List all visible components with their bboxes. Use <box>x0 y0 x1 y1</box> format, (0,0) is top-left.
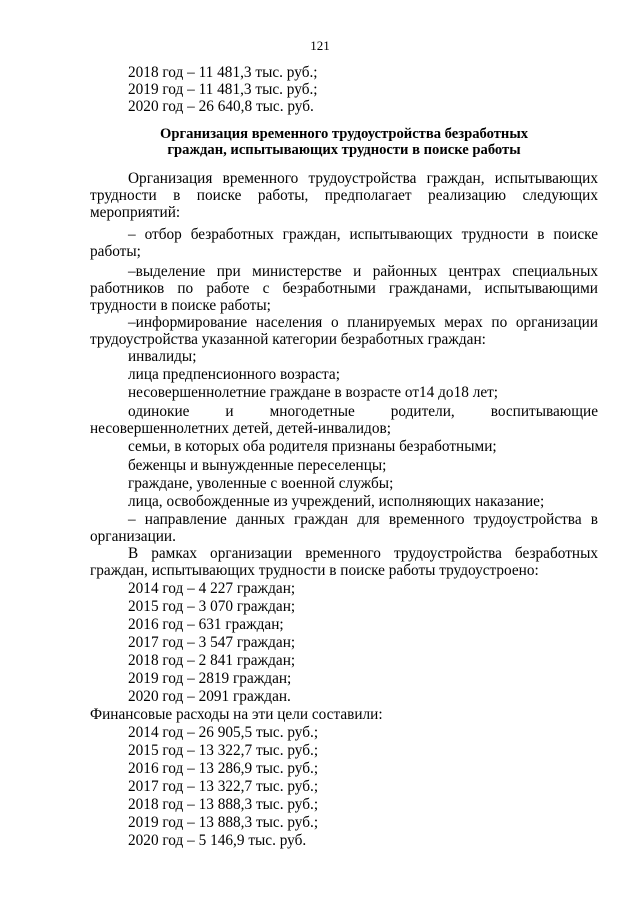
list-item: 2014 год – 4 227 граждан; <box>128 580 296 597</box>
list-item: граждане, уволенные с военной службы; <box>128 475 394 492</box>
paragraph-line: мероприятий: <box>90 204 181 221</box>
list-item: 2020 год – 2091 граждан. <box>128 688 291 705</box>
list-item: беженцы и вынужденные переселенцы; <box>128 457 387 474</box>
list-item: 2015 год – 13 322,7 тыс. руб.; <box>128 742 319 759</box>
list-item: 2016 год – 631 граждан; <box>128 616 284 633</box>
paragraph-line: граждан, испытывающих трудности в поиске работы трудоустроено: <box>90 562 539 579</box>
list-item: 2019 год – 2819 граждан; <box>128 670 292 687</box>
list-item: 2020 год – 5 146,9 тыс. руб. <box>128 832 307 849</box>
list-item: 2017 год – 3 547 граждан; <box>128 634 296 651</box>
paragraph-line: трудности в поиске работы, предполагает реализацию следующих <box>90 187 598 204</box>
list-item: лица, освобожденные из учреждений, исполняющих наказание; <box>128 493 545 510</box>
list-item: 2014 год – 26 905,5 тыс. руб.; <box>128 724 319 741</box>
paragraph-line: – отбор безработных граждан, испытывающих трудности в поиске <box>128 226 598 243</box>
list-item: несовершеннолетних детей, детей-инвалидов; <box>90 420 391 437</box>
list-item: 2018 год – 2 841 граждан; <box>128 652 296 669</box>
section-heading-line-2: граждан, испытывающих трудности в поиске работы <box>167 142 521 158</box>
text-line: 2018 год – 11 481,3 тыс. руб.; <box>128 64 318 81</box>
paragraph-line: Организация временного трудоустройства граждан, испытывающих <box>128 170 598 187</box>
list-item: одинокие и многодетные родители, воспитывающие <box>128 403 598 420</box>
paragraph-line: трудности в поиске работы; <box>90 297 271 314</box>
text-line: 2020 год – 26 640,8 тыс. руб. <box>128 98 314 115</box>
list-item: несовершеннолетние граждане в возрасте от14 до18 лет; <box>128 384 499 401</box>
list-item: 2017 год – 13 322,7 тыс. руб.; <box>128 778 319 795</box>
paragraph-line: – направление данных граждан для временного трудоустройства в <box>128 511 598 528</box>
list-item: лица предпенсионного возраста; <box>128 366 340 383</box>
paragraph-line: организации. <box>90 528 176 545</box>
list-item: 2015 год – 3 070 граждан; <box>128 598 296 615</box>
page-number: 121 <box>310 38 330 53</box>
paragraph-line: работников по работе с безработными гражданами, испытывающими <box>90 280 598 297</box>
text-line: 2019 год – 11 481,3 тыс. руб.; <box>128 81 318 98</box>
paragraph-line: работы; <box>90 243 141 260</box>
list-item: 2018 год – 13 888,3 тыс. руб.; <box>128 796 319 813</box>
paragraph-line: –выделение при министерстве и районных центрах специальных <box>128 263 598 280</box>
list-item: 2016 год – 13 286,9 тыс. руб.; <box>128 760 319 777</box>
list-item: инвалиды; <box>128 348 197 365</box>
list-item: семьи, в которых оба родителя признаны безработными; <box>128 438 497 455</box>
section-heading-line-1: Организация временного трудоустройства безработных <box>159 126 529 142</box>
paragraph-line: –информирование населения о планируемых мерах по организации <box>128 314 598 331</box>
paragraph-line: трудоустройства указанной категории безработных граждан: <box>90 331 486 348</box>
paragraph-line: Финансовые расходы на эти цели составили: <box>90 706 383 723</box>
list-item: 2019 год – 13 888,3 тыс. руб.; <box>128 814 319 831</box>
paragraph-line: В рамках организации временного трудоустройства безработных <box>128 545 598 562</box>
